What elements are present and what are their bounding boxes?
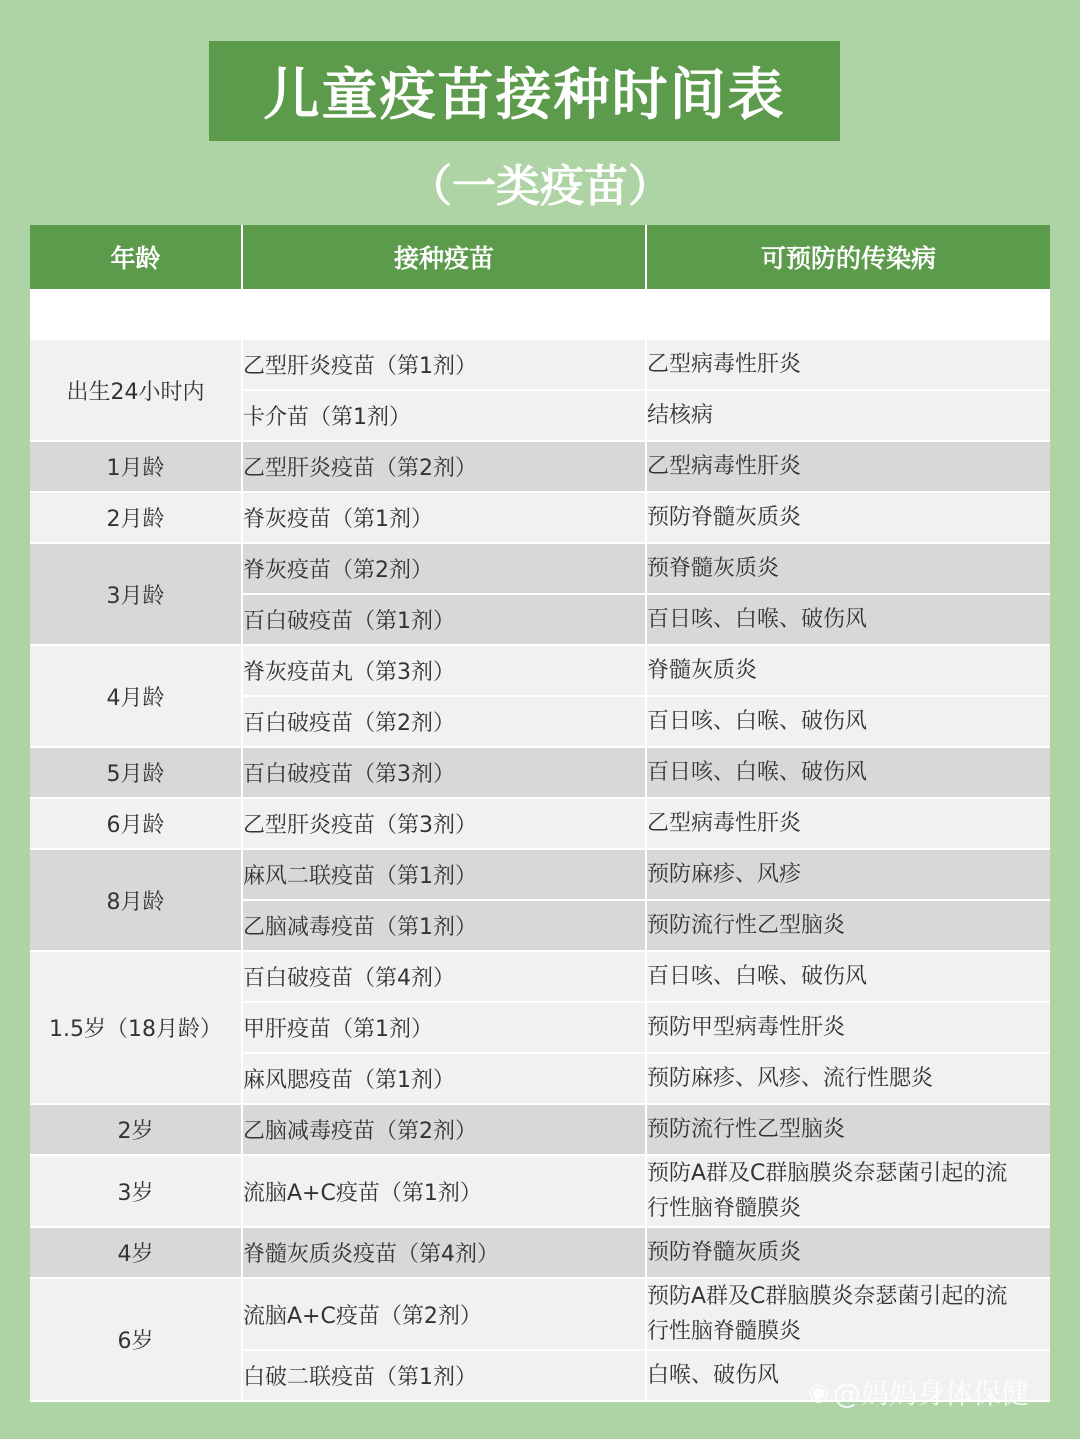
table-row	[30, 849, 1050, 900]
disease-cell: 预防脊髓灰质炎	[646, 492, 1050, 543]
vaccine-schedule-table	[30, 225, 1050, 1402]
table-row	[30, 1227, 1050, 1278]
vaccine-cell: 乙脑减毒疫苗（第1剂）	[242, 900, 646, 951]
table-row	[30, 1155, 1050, 1227]
table-row	[30, 951, 1050, 1002]
vaccine-cell: 麻风腮疫苗（第1剂）	[242, 1053, 646, 1104]
vaccine-cell: 乙脑减毒疫苗（第2剂）	[242, 1104, 646, 1155]
age-cell: 出生24小时内	[30, 339, 242, 441]
disease-cell: 预脊髓灰质炎	[646, 543, 1050, 594]
table-row	[30, 798, 1050, 849]
disease-cell: 白喉、破伤风	[646, 1350, 1050, 1401]
age-cell: 1月龄	[30, 441, 242, 492]
vaccine-cell: 脊髓灰质炎疫苗（第4剂）	[242, 1227, 646, 1278]
weibo-icon: ◉	[808, 1378, 829, 1406]
age-cell: 6月龄	[30, 798, 242, 849]
header-disease: 可预防的传染病	[646, 225, 1050, 289]
disease-cell: 预防流行性乙型脑炎	[646, 1104, 1050, 1155]
vaccine-cell: 百白破疫苗（第1剂）	[242, 594, 646, 645]
age-cell: 1.5岁（18月龄）	[30, 951, 242, 1104]
vaccine-cell: 卡介苗（第1剂）	[242, 390, 646, 441]
header-age: 年龄	[30, 225, 242, 289]
table-row	[30, 339, 1050, 390]
table-row	[30, 441, 1050, 492]
table-row	[30, 543, 1050, 594]
vaccine-cell: 乙型肝炎疫苗（第2剂）	[242, 441, 646, 492]
vaccine-cell: 乙型肝炎疫苗（第3剂）	[242, 798, 646, 849]
age-cell: 8月龄	[30, 849, 242, 951]
disease-cell: 预防流行性乙型脑炎	[646, 900, 1050, 951]
page-subtitle: （一类疫苗）	[408, 161, 672, 212]
table-row	[30, 1278, 1050, 1350]
table-row	[30, 492, 1050, 543]
age-cell: 2岁	[30, 1104, 242, 1155]
disease-cell: 预防麻疹、风疹	[646, 849, 1050, 900]
table-header-row	[30, 225, 1050, 289]
watermark-text: @妈妈身体保健	[832, 1377, 1029, 1410]
disease-cell: 预防脊髓灰质炎	[646, 1227, 1050, 1278]
vaccine-cell: 白破二联疫苗（第1剂）	[242, 1350, 646, 1401]
table-row	[30, 1104, 1050, 1155]
age-cell: 2月龄	[30, 492, 242, 543]
vaccine-cell: 乙型肝炎疫苗（第1剂）	[242, 339, 646, 390]
vaccine-cell: 百白破疫苗（第4剂）	[242, 951, 646, 1002]
disease-cell: 结核病	[646, 390, 1050, 441]
header-gap	[30, 289, 1050, 339]
disease-cell: 预防甲型病毒性肝炎	[646, 1002, 1050, 1053]
disease-cell: 预防A群及C群脑膜炎奈瑟菌引起的流行性脑脊髓膜炎	[646, 1155, 1050, 1227]
title-banner	[209, 41, 840, 141]
vaccine-cell: 流脑A+C疫苗（第2剂）	[242, 1278, 646, 1350]
vaccine-cell: 麻风二联疫苗（第1剂）	[242, 849, 646, 900]
age-cell: 3岁	[30, 1155, 242, 1227]
disease-cell: 百日咳、白喉、破伤风	[646, 951, 1050, 1002]
watermark	[808, 1372, 1029, 1412]
disease-cell: 预防麻疹、风疹、流行性腮炎	[646, 1053, 1050, 1104]
disease-cell: 乙型病毒性肝炎	[646, 798, 1050, 849]
table-row	[30, 747, 1050, 798]
age-cell: 6岁	[30, 1278, 242, 1401]
age-cell: 4月龄	[30, 645, 242, 747]
disease-cell: 百日咳、白喉、破伤风	[646, 696, 1050, 747]
disease-cell: 百日咳、白喉、破伤风	[646, 747, 1050, 798]
vaccine-cell: 脊灰疫苗（第1剂）	[242, 492, 646, 543]
disease-cell: 乙型病毒性肝炎	[646, 441, 1050, 492]
age-cell: 4岁	[30, 1227, 242, 1278]
vaccine-cell: 流脑A+C疫苗（第1剂）	[242, 1155, 646, 1227]
age-cell: 3月龄	[30, 543, 242, 645]
vaccine-cell: 脊灰疫苗丸（第3剂）	[242, 645, 646, 696]
vaccine-cell: 百白破疫苗（第3剂）	[242, 747, 646, 798]
vaccine-cell: 脊灰疫苗（第2剂）	[242, 543, 646, 594]
disease-cell: 预防A群及C群脑膜炎奈瑟菌引起的流行性脑脊髓膜炎	[646, 1278, 1050, 1350]
age-cell: 5月龄	[30, 747, 242, 798]
disease-cell: 乙型病毒性肝炎	[646, 339, 1050, 390]
vaccine-cell: 甲肝疫苗（第1剂）	[242, 1002, 646, 1053]
disease-cell: 脊髓灰质炎	[646, 645, 1050, 696]
table-row	[30, 645, 1050, 696]
page-title: 儿童疫苗接种时间表	[263, 63, 786, 128]
disease-cell: 百日咳、白喉、破伤风	[646, 594, 1050, 645]
header-vaccine: 接种疫苗	[242, 225, 646, 289]
vaccine-cell: 百白破疫苗（第2剂）	[242, 696, 646, 747]
